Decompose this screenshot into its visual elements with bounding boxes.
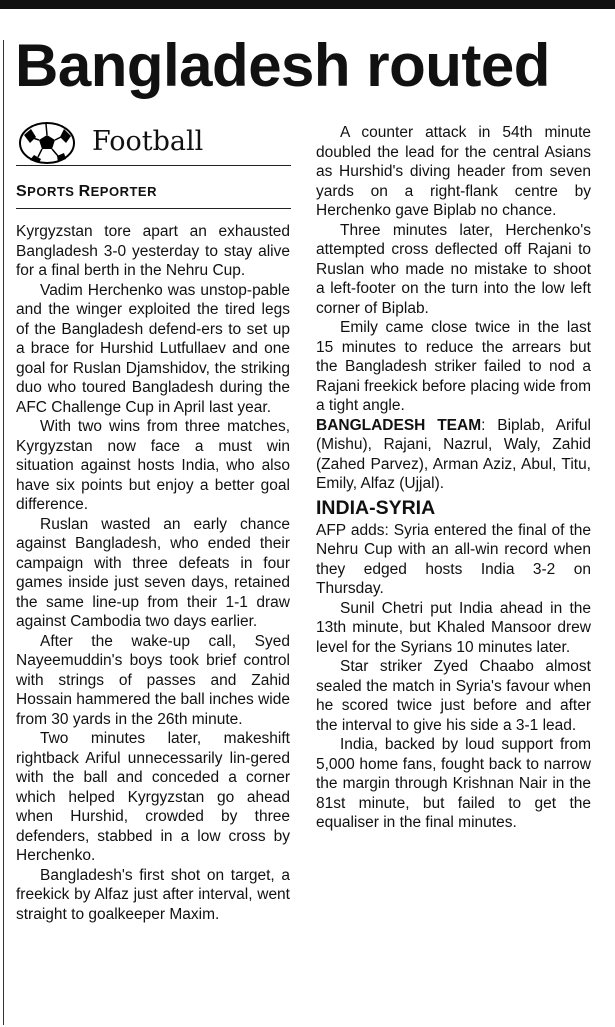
paragraph: Emily came close twice in the last 15 minutes to reduce the arrears but the Bangladesh striker failed to nod a Rajani freekick before placing wide from a tight angle. xyxy=(316,319,591,414)
team-label: BANGLADESH TEAM xyxy=(316,416,482,434)
byline-rest-2: EPORTER xyxy=(90,184,157,199)
paragraph: Sunil Chetri put India ahead in the 13th minute, but Khaled Mansoor drew level for the Syrians 10 minutes later. xyxy=(316,599,591,656)
byline-divider xyxy=(16,208,291,209)
paragraph: After the wake-up call, Syed Nayeemuddin's boys took brief control with strings of passes and Zahid Hossain hammered the ball inches wide from 30 yards in the 26th minute. xyxy=(16,632,290,728)
kicker-divider xyxy=(16,165,291,166)
paragraph: Three minutes later, Herchenko's attempted cross deflected off Rajani to Ruslan who made no mistake to shoot a left-footer on the turn into the low left corner of Biplab. xyxy=(316,221,591,317)
team-lineup xyxy=(316,416,591,494)
byline-initial-s: S xyxy=(16,183,28,200)
football-icon xyxy=(16,119,76,165)
paragraph: Kyrgyzstan tore apart an exhausted Bangladesh 3-0 yesterday to stay alive for a final berth in the Nehru Cup. xyxy=(16,223,290,279)
paragraph: Two minutes later, makeshift rightback Ariful unnecessarily lin-gered with the ball and conceded a corner which helped Kyrgyzstan go ahead when Hurshid, crowded by three defenders, stabbed in a low cross by Herchenko. xyxy=(16,730,290,864)
paragraph: Bangladesh's first shot on target, a freekick by Alfaz just after interval, went straight to goalkeeper Maxim. xyxy=(16,866,290,923)
article-column-2 xyxy=(316,123,591,833)
paragraph: Vadim Herchenko was unstop-pable and the winger exploited the tired legs of the Bangladesh defend-ers to set up a brace for Hurshid Lutfullaev and one goal for Ruslan Djamshidov, the striking duo who toured Bangladesh during the AFC Challenge Cup in April last year. xyxy=(16,281,290,416)
section-kicker xyxy=(16,119,296,165)
article-column-1 xyxy=(16,222,290,924)
paragraph: Ruslan wasted an early chance against Bangladesh, who ended their campaign with three defeats in four games inside just seven days, retained the same line-up from their 1-1 draw against Cambodia two days earlier. xyxy=(16,515,290,630)
left-column-rule xyxy=(3,40,4,1025)
paragraph: India, backed by loud support from 5,000 home fans, fought back to narrow the margin through Krishnan Nair in the 81st minute, but failed to get the equaliser in the final minutes. xyxy=(316,736,591,831)
paragraph: With two wins from three matches, Kyrgyzstan now face a must win situation against hosts India, who also have six points but enjoy a better goal difference. xyxy=(16,418,290,513)
subheading: INDIA-SYRIA xyxy=(316,496,436,519)
paragraph: AFP adds: Syria entered the final of the Nehru Cup with an all-win record when they edged hosts India 3-2 on Thursday. xyxy=(316,521,591,597)
team-list: : Biplab, Ariful (Mishu), Rajani, Nazrul, Waly, Zahid (Zahed Parvez), Arman Aziz, Abul, Titu, Emily, Alfaz (Ujjal). xyxy=(316,416,591,492)
byline-rest-1: PORTS xyxy=(27,184,79,199)
top-rule xyxy=(0,0,615,9)
paragraph: A counter attack in 54th minute doubled the lead for the central Asians as Hurshid's diving header from seven yards on a right-flank centre by Herchenko gave Biplab no chance. xyxy=(316,124,591,219)
byline-initial-r: R xyxy=(78,183,91,200)
section-label: Football xyxy=(92,126,204,157)
paragraph: Star striker Zyed Chaabo almost sealed the match in Syria's favour when he scored twice just before and after the interval to give his side a 3-1 lead. xyxy=(316,658,591,734)
headline: Bangladesh routed xyxy=(15,32,550,99)
byline xyxy=(16,182,291,202)
